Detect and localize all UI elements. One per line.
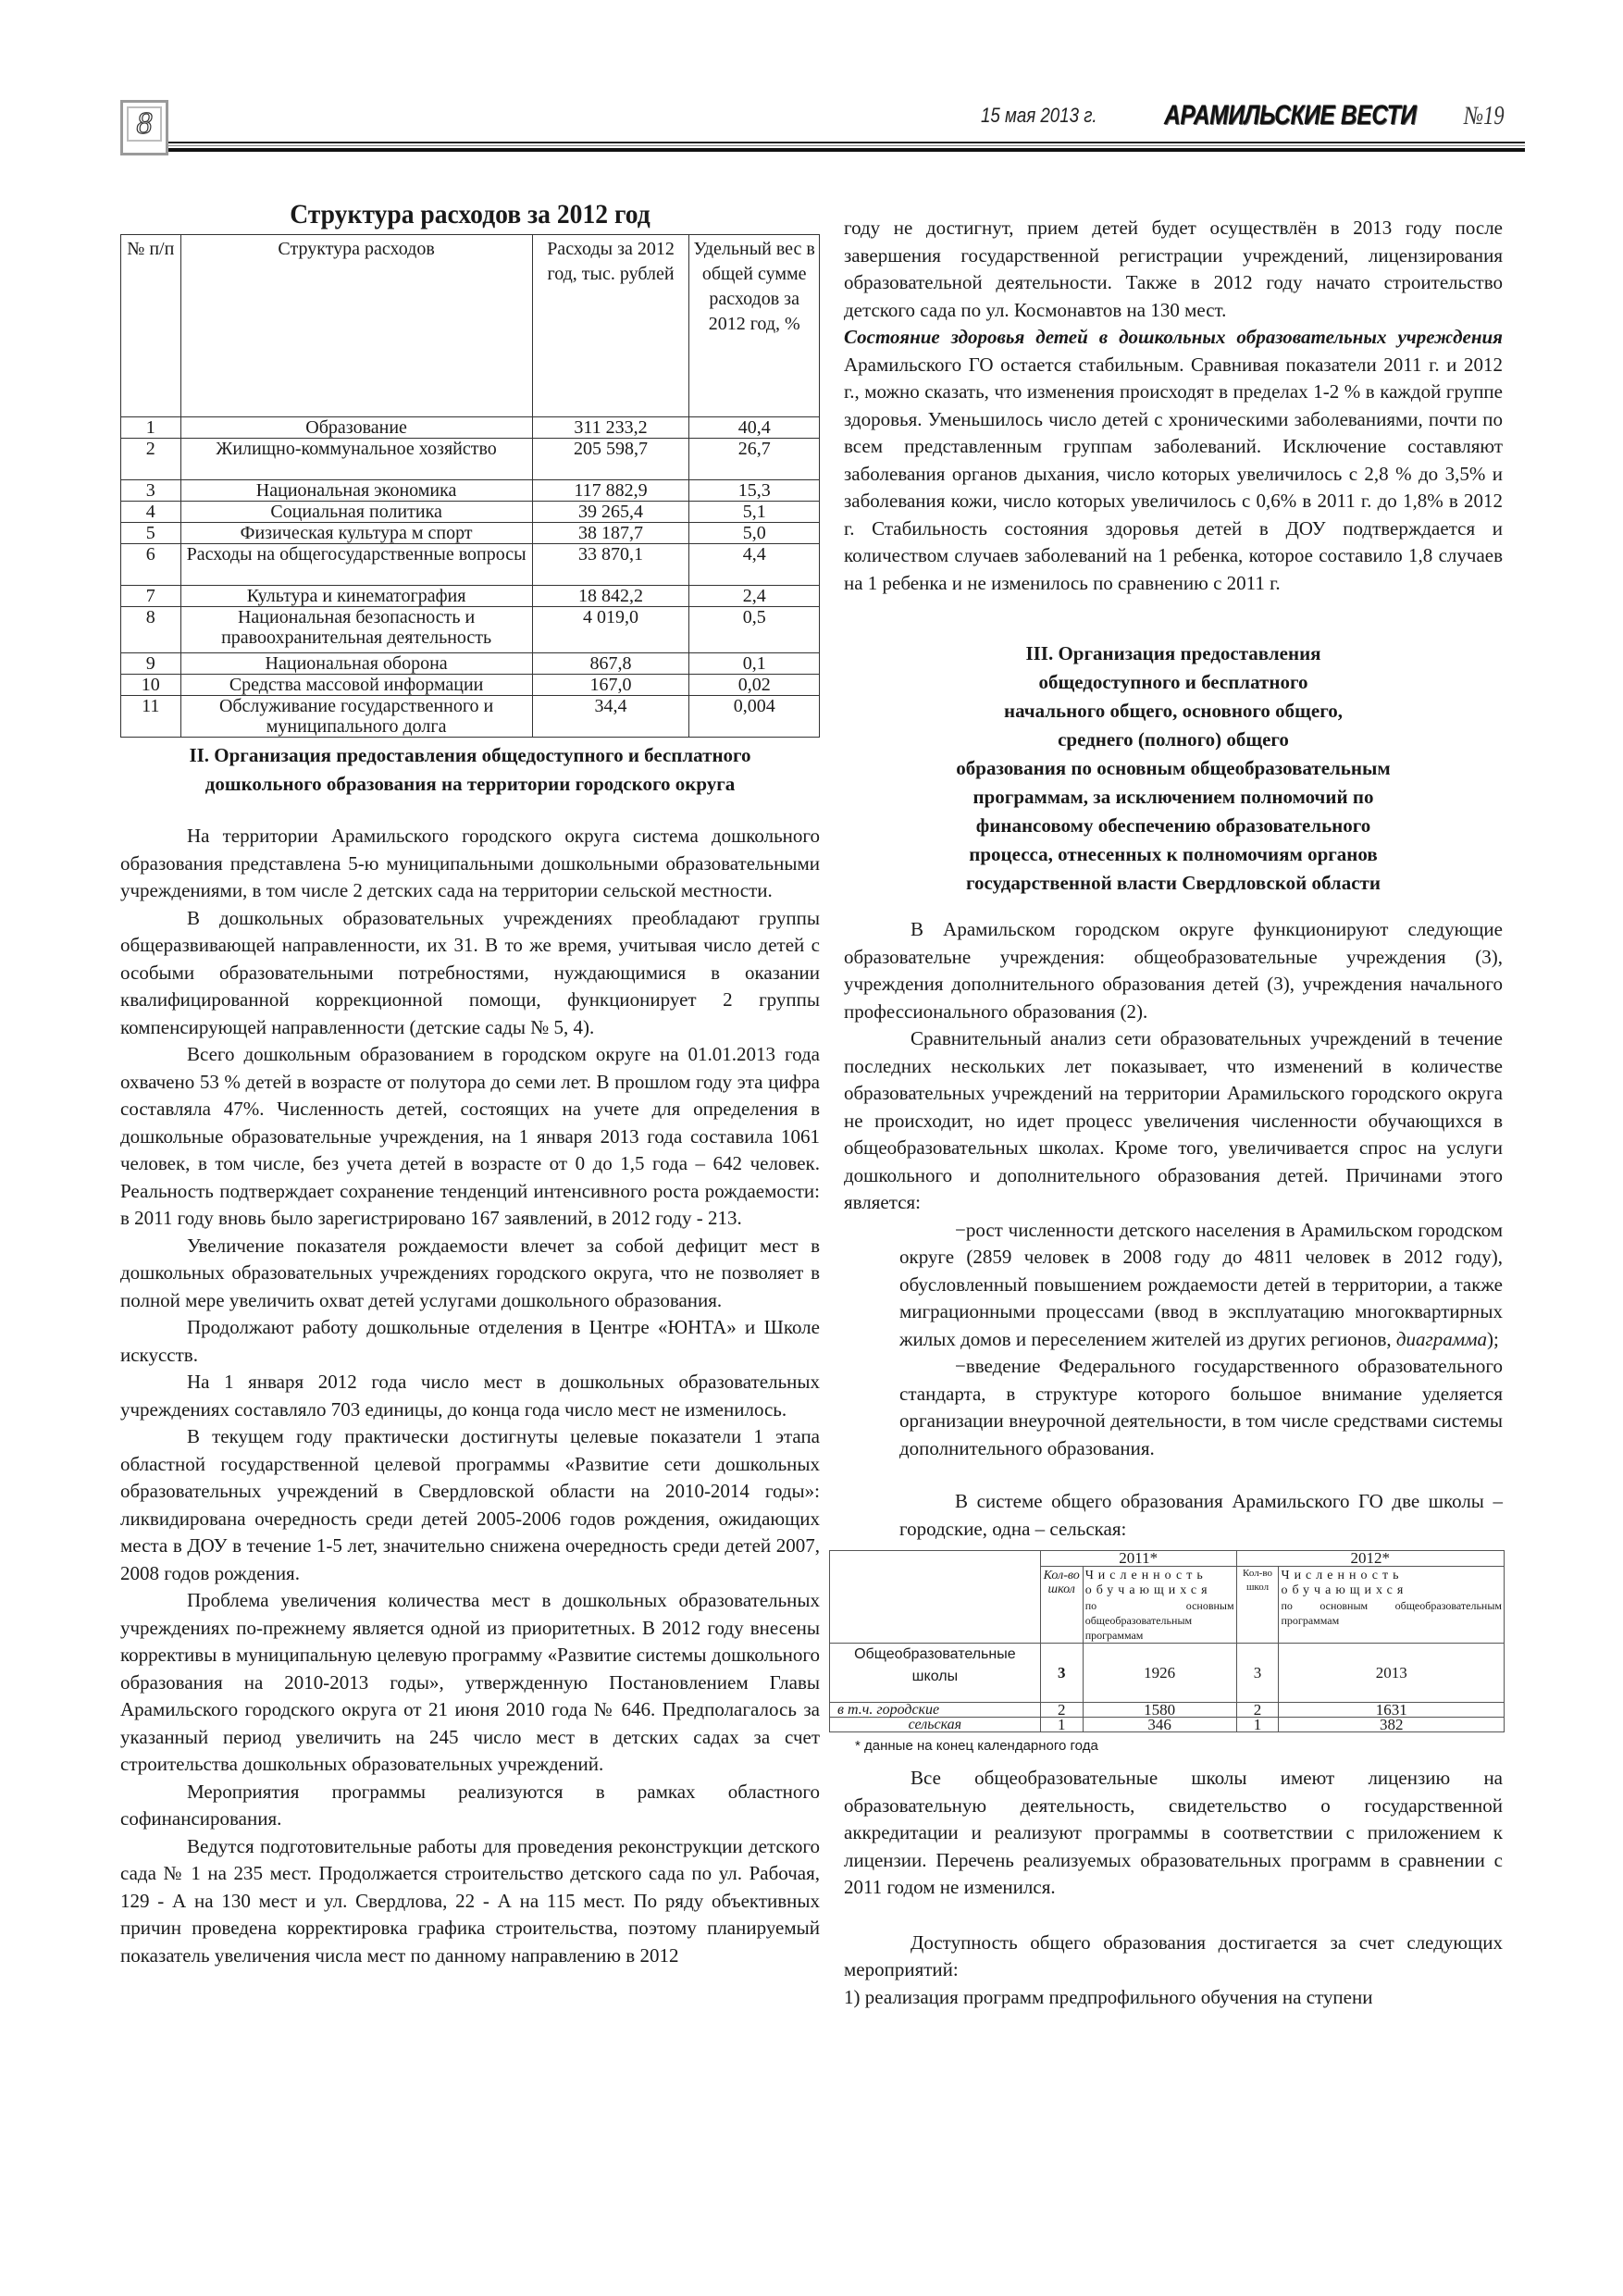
row-share: 15,3 [689, 480, 820, 502]
table-corner [830, 1551, 1041, 1644]
newspaper-title: АРАМИЛЬСКИЕ ВЕСТИ [1164, 100, 1417, 130]
row-no: 11 [121, 696, 181, 738]
row-amount: 867,8 [532, 653, 689, 675]
bullet-end: ); [1487, 1327, 1499, 1350]
cell: 2 [1040, 1703, 1083, 1718]
paragraph: Всего дошкольным образованием в городском округе на 01.01.2013 года охвачено 53 % детей в возрасте от полутора до семи лет. В прошлом году эта цифра составляла 47%. Численность детей, состоящих на учете для определения в дошкольные образовательные учреждения, на 1 января 2013 года составила 1061 человек, в том числе, без учета детей в возрасте от 0 до 1,5 года – 642 человек. Реальность подтверждает сохранение тенденций интенсивного роста рождаемости: в 2011 году вновь было зарегистрировано 167 заявлений, в 2012 году - 213. [120, 1043, 820, 1229]
paragraph: На 1 января 2012 года число мест в дошкольных образовательных учреждениях составляло 703 единицы, до конца года число мест не изменилось. [120, 1371, 820, 1421]
table-row [121, 544, 820, 586]
chisl-label: Численность обучающихся [1281, 1569, 1408, 1597]
heading-line: среднего (полного) общего [1058, 728, 1289, 751]
paragraph: Доступность общего образования достигается за счет следующих мероприятий: [844, 1930, 1503, 1980]
chisl-sub: по основным общеобразовательным программам [1281, 1599, 1502, 1627]
bullet-italic: диаграмма [1395, 1327, 1488, 1350]
row-label: Общеобразовательные школы [830, 1644, 1041, 1703]
paragraph: Сравнительный анализ сети образовательных учреждений в течение последних нескольких лет показывает, что изменений в количестве образовательных учреждений на территории Арамильского городского округа не происходит, но идет процесс увеличения численности обучающихся в общеобразовательных школах. Кроме того, увеличивается спрос на услуги дошкольного и дополнительного образования детей. Причинами этого является: [844, 1027, 1503, 1213]
cell: 382 [1279, 1718, 1505, 1732]
bullet-text: −рост численности детского населения в Арамильском городском округе (2859 человек в 2008 году до 4811 человек в 2012 году), обусловленный повышением рождаемости детей в территории, а также миграционными процессами (ввод в эксплуатацию многоквартирных жилых домов и переселением жителей из других регионов, [899, 1218, 1503, 1350]
table-row [121, 523, 820, 544]
row-no: 4 [121, 502, 181, 523]
chisl-header-2011 [1083, 1567, 1236, 1644]
chisl-sub: по основным общеобразовательным программам [1084, 1599, 1234, 1642]
row-amount: 4 019,0 [532, 607, 689, 653]
row-name: Средства массовой информации [180, 675, 532, 696]
paragraph: На территории Арамильского городского округа система дошкольного образования представлена 5-ю муниципальными дошкольными образовательными учреждениями, в том числе 2 детских сада на территории сельской местности. [120, 825, 820, 901]
paragraph: Мероприятия программы реализуются в рамках областного софинансирования. [120, 1780, 820, 1830]
row-name: Национальная экономика [180, 480, 532, 502]
row-amount: 38 187,7 [532, 523, 689, 544]
page-number: 8 [136, 106, 153, 141]
heading-line: программам, за исключением полномочий по [973, 786, 1374, 808]
cell: 2 [1236, 1703, 1279, 1718]
row-no: 5 [121, 523, 181, 544]
kol-header-2012: Кол-во школ [1236, 1567, 1279, 1644]
chisl-header-2012 [1279, 1567, 1505, 1644]
row-amount: 167,0 [532, 675, 689, 696]
health-text: Арамильского ГО остается стабильным. Сравнивая показатели 2011 г. и 2012 г., можно сказать, что изменения происходят в пределах 1-2 % в каждой группе здоровья. Уменьшилось число детей с хроническими заболеваниями, почти по всем представленным группам заболеваний. Исключение составляют заболевания органов дыхания, число которых увеличилось с 2,8 % до 3,5% и заболевания кожи, число которых увеличилось с 0,6% в 2011 г. до 1,8% в 2012 г. Стабильность состояния здоровья детей в ДОУ подтверждается и количеством случаев заболеваний на 1 ребенка, которое составило 1,8 случаев на 1 ребенка и не изменилось по сравнению с 2011 г. [844, 353, 1503, 594]
paragraph: Увеличение показателя рождаемости влечет за собой дефицит мест в дошкольных образовательных учреждениях городского округа, что не позволяет в полной мере увеличить охват детей услугами дошкольного образования. [120, 1234, 820, 1311]
kol-header-2011: Кол-во школ [1040, 1567, 1083, 1644]
issue-date: 15 мая 2013 г. [981, 104, 1097, 127]
heading-line: III. Организация предоставления [1025, 642, 1321, 664]
cell: 3 [1236, 1644, 1279, 1703]
row-amount: 117 882,9 [532, 480, 689, 502]
table-row [121, 696, 820, 738]
table-row [830, 1718, 1505, 1732]
row-amount: 33 870,1 [532, 544, 689, 586]
cell: 1631 [1279, 1703, 1505, 1718]
paragraph: Ведутся подготовительные работы для проведения реконструкции детского сада № 1 на 235 мест. Продолжается строительство детского сада по ул. Рабочая, 129 - А на 130 мест и ул. Свердлова, 22 - А на 115 мест. По ряду объективных причин проведена корректировка графика строительства, поэтому планируемый показатель увеличения числа мест по данному направлению в 2012 [120, 1834, 820, 1967]
row-share: 0,5 [689, 607, 820, 653]
row-no: 6 [121, 544, 181, 586]
schools-table [829, 1550, 1505, 1732]
row-no: 10 [121, 675, 181, 696]
row-name: Социальная политика [180, 502, 532, 523]
health-paragraph [844, 324, 1503, 597]
expenses-table-title: Структура расходов за 2012 год [290, 199, 650, 230]
row-amount: 39 265,4 [532, 502, 689, 523]
row-share: 0,004 [689, 696, 820, 738]
cell: 3 [1040, 1644, 1083, 1703]
row-share: 5,0 [689, 523, 820, 544]
row-share: 0,1 [689, 653, 820, 675]
table-row [121, 586, 820, 607]
issue-number: №19 [1464, 102, 1505, 130]
section-2-heading: II. Организация предоставления общедоступного и бесплатного дошкольного образования на территории городского округа [189, 744, 751, 795]
row-no: 1 [121, 417, 181, 439]
table-row [121, 502, 820, 523]
row-amount: 34,4 [532, 696, 689, 738]
row-no: 8 [121, 607, 181, 653]
left-column [120, 199, 820, 1969]
year-header-2011: 2011* [1040, 1551, 1236, 1567]
paragraph: Продолжают работу дошкольные отделения в Центре «ЮНТА» и Школе искусств. [120, 1316, 820, 1366]
row-amount: 18 842,2 [532, 586, 689, 607]
row-amount: 205 598,7 [532, 439, 689, 480]
heading-line: процесса, отнесенных к полномочиям органов [969, 843, 1378, 865]
row-label: в т.ч. городские [830, 1703, 1041, 1718]
right-column [837, 215, 1503, 2011]
paragraph-continuation: году не достигнут, прием детей будет осуществлён в 2013 году после завершения государственной регистрации учреждений, лицензирования образовательной деятельности. Также в 2012 году начато строительство детского сада по ул. Космонавтов на 130 мест. [844, 217, 1503, 321]
heading-line: государственной власти Свердловской области [966, 872, 1381, 894]
paragraph: В системе общего образования Арамильского ГО две школы – городские, одна – сельская: [899, 1490, 1503, 1540]
row-label: сельская [830, 1718, 1041, 1732]
section-3-heading [844, 639, 1503, 898]
cell: 2013 [1279, 1644, 1505, 1703]
year-header-2012: 2012* [1236, 1551, 1504, 1567]
row-name: Национальная безопасность и правоохранительная деятельность [180, 607, 532, 653]
table-row [121, 675, 820, 696]
header-rule-thin [168, 145, 1525, 146]
row-share: 2,4 [689, 586, 820, 607]
header-rule [168, 142, 1525, 143]
heading-line: образования по основным общеобразовательным [956, 757, 1391, 779]
row-name: Образование [180, 417, 532, 439]
cell: 1926 [1083, 1644, 1236, 1703]
header-rule-thick [168, 148, 1525, 152]
row-name: Культура и кинематография [180, 586, 532, 607]
col-header-share: Удельный вес в общей сумме расходов за 2012 год, % [689, 235, 820, 417]
table-row [830, 1644, 1505, 1703]
row-name: Национальная оборона [180, 653, 532, 675]
cell: 1580 [1083, 1703, 1236, 1718]
row-no: 9 [121, 653, 181, 675]
row-name: Физическая культура м спорт [180, 523, 532, 544]
col-header-no: № п/п [121, 235, 181, 417]
row-share: 4,4 [689, 544, 820, 586]
row-no: 3 [121, 480, 181, 502]
table-row [121, 653, 820, 675]
heading-line: общедоступного и бесплатного [1038, 671, 1308, 693]
table-row [121, 480, 820, 502]
paragraph: Проблема увеличения количества мест в дошкольных образовательных учреждениях по-прежнему является одной из приоритетных. В 2012 году внесены коррективы в муниципальную целевую программу «Развитие системы дошкольного образования на 2010-2013 годы», утвержденную Постановлением Главы Арамильского городского округа от 21 июня 2010 года № 646. Предполагалось за указанный период увеличить на 245 число мест в детских садах за счет строительства дошкольных образовательных учреждений. [120, 1589, 820, 1775]
list-item: 1) реализация программ предпрофильного обучения на ступени [844, 1985, 1373, 2008]
bullet-item: −введение Федерального государственного образовательного стандарта, в структуре которого большое внимание уделяется организации внеурочной деятельности, в том числе средствами системы дополнительного образования. [899, 1355, 1503, 1459]
health-lead: Состояние здоровья детей в дошкольных образовательных учреждения [844, 326, 1503, 348]
table-row [121, 439, 820, 480]
col-header-structure: Структура расходов [180, 235, 532, 417]
chisl-label: Численность обучающихся [1084, 1569, 1212, 1597]
cell: 1 [1040, 1718, 1083, 1732]
table-row [121, 417, 820, 439]
row-share: 26,7 [689, 439, 820, 480]
row-name: Расходы на общегосударственные вопросы [180, 544, 532, 586]
paragraph: Все общеобразовательные школы имеют лицензию на образовательную деятельность, свидетельство о государственной аккредитации и реализуют программы в соответствии с приложением к лицензии. Перечень реализуемых образовательных программ в сравнении с 2011 годом не изменился. [844, 1767, 1503, 1898]
expenses-table [120, 234, 820, 738]
table-row [121, 607, 820, 653]
paragraph: В Арамильском городском округе функционируют следующие образовательне учреждения: общеобразовательные учреждения (3), учреждения дополнительного образования детей (3), учреждения начального профессионального образования (2). [844, 918, 1503, 1023]
table-footnote: * данные на конец календарного года [855, 1738, 1098, 1754]
bullet-item [899, 1217, 1503, 1354]
cell: 346 [1083, 1718, 1236, 1732]
cell: 1 [1236, 1718, 1279, 1732]
heading-line: начального общего, основного общего, [1003, 700, 1343, 722]
page-number-box [120, 100, 168, 155]
row-share: 0,02 [689, 675, 820, 696]
row-no: 7 [121, 586, 181, 607]
paragraph: В текущем году практически достигнуты целевые показатели 1 этапа областной государственной целевой программы «Развитие сети дошкольных образовательных учреждений в Свердловской области на 2010-2014 годы»: ликвидирована очередность среди детей 2005-2006 годов рождения, ожидающих места в ДОУ в течение 1-5 лет, значительно снижена очередность среди детей 2007, 2008 годов рождения. [120, 1425, 820, 1584]
col-header-amount: Расходы за 2012 год, тыс. рублей [532, 235, 689, 417]
row-amount: 311 233,2 [532, 417, 689, 439]
row-name: Обслуживание государственного и муниципального долга [180, 696, 532, 738]
row-name: Жилищно-коммунальное хозяйство [180, 439, 532, 480]
heading-line: финансовому обеспечению образовательного [975, 814, 1371, 837]
row-share: 5,1 [689, 502, 820, 523]
paragraph: В дошкольных образовательных учреждениях преобладают группы общеразвивающей направленности, их 31. В то же время, учитывая число детей с особыми образовательными потребностями, нуждающимися в оказании квалифицированной коррекционной помощи, функционирует 2 группы компенсирующей направленности (детские сады № 5, 4). [120, 906, 820, 1038]
row-no: 2 [121, 439, 181, 480]
row-share: 40,4 [689, 417, 820, 439]
